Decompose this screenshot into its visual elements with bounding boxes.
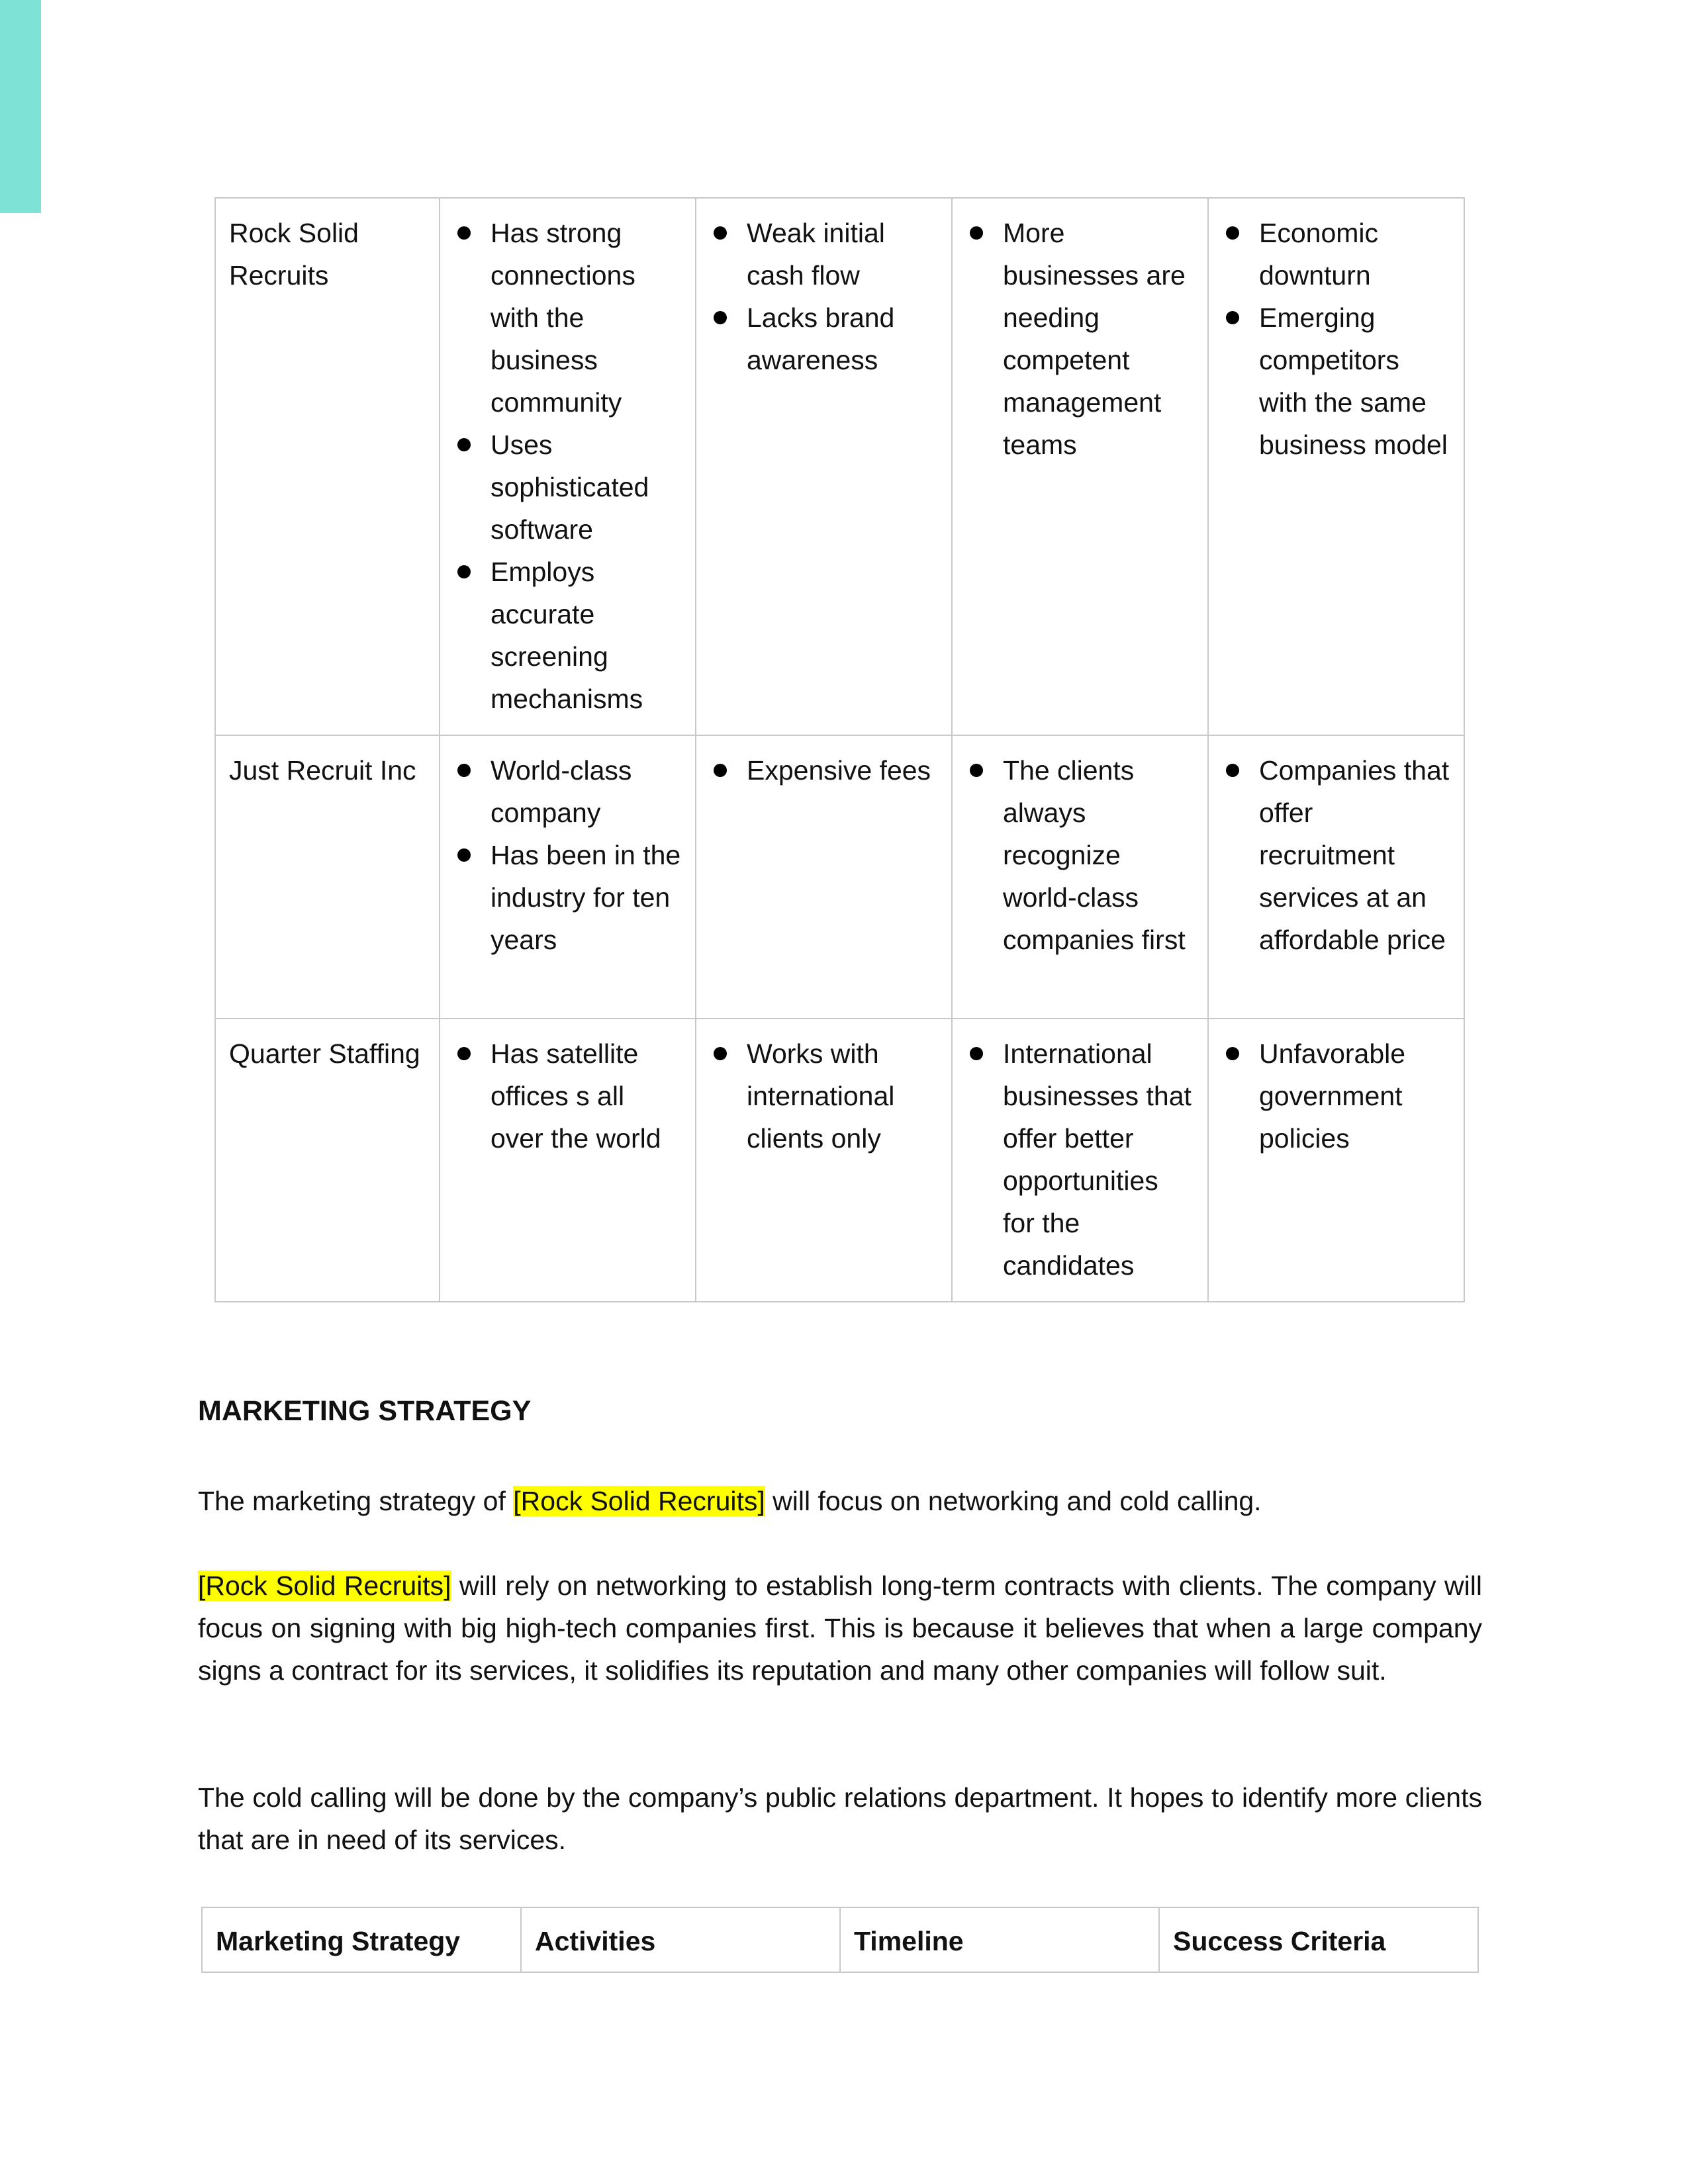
list-item: World-class company xyxy=(491,749,683,834)
column-header: Success Criteria xyxy=(1159,1907,1478,1972)
opportunities-cell xyxy=(952,735,1208,1019)
competitor-swot-table xyxy=(214,197,1465,1302)
table-row xyxy=(215,198,1464,735)
paragraph-text: will rely on networking to establish long-term contracts with clients. The company will focus on signing with big high-tech companies first. This is because it believes that when a large company signs a contract for its services, it solidifies its reputation and many other companies will follow suit. xyxy=(198,1570,1482,1686)
list-item: More businesses are needing competent management teams xyxy=(1003,212,1196,466)
opportunities-cell xyxy=(952,1019,1208,1302)
accent-bar xyxy=(0,0,41,213)
list-item: Employs accurate screening mechanisms xyxy=(491,551,683,720)
list-item: Works with international clients only xyxy=(747,1032,939,1160)
list-item: Uses sophisticated software xyxy=(491,424,683,551)
threats-cell xyxy=(1208,1019,1464,1302)
company-name: Quarter Staffing xyxy=(215,1019,440,1302)
list-item: The clients always recognize world-class companies first xyxy=(1003,749,1196,961)
company-name: Rock Solid Recruits xyxy=(215,198,440,735)
body-paragraph: The cold calling will be done by the company’s public relations department. It hopes to identify more clients that are in need of its services. xyxy=(198,1782,1482,1855)
list-item: Weak initial cash flow xyxy=(747,212,939,296)
highlighted-placeholder: [Rock Solid Recruits] xyxy=(198,1570,451,1601)
section-heading: MARKETING STRATEGY xyxy=(198,1395,532,1427)
body-paragraph xyxy=(198,1565,1482,1692)
weaknesses-cell xyxy=(696,1019,952,1302)
highlighted-placeholder: [Rock Solid Recruits] xyxy=(513,1486,765,1516)
list-item: Has been in the industry for ten years xyxy=(491,834,683,961)
threats-cell xyxy=(1208,735,1464,1019)
marketing-strategy-table xyxy=(201,1907,1479,1973)
body-paragraph xyxy=(198,1480,1482,1522)
list-item: Has strong connections with the business community xyxy=(491,212,683,424)
weaknesses-cell xyxy=(696,735,952,1019)
table-row xyxy=(215,735,1464,1019)
table-row xyxy=(215,1019,1464,1302)
threats-cell xyxy=(1208,198,1464,735)
strengths-cell xyxy=(440,735,696,1019)
column-header: Activities xyxy=(521,1907,840,1972)
table-header-row xyxy=(202,1907,1478,1972)
list-item: Companies that offer recruitment services at an affordable price xyxy=(1259,749,1452,961)
opportunities-cell xyxy=(952,198,1208,735)
column-header: Timeline xyxy=(840,1907,1159,1972)
company-name: Just Recruit Inc xyxy=(215,735,440,1019)
column-header: Marketing Strategy xyxy=(202,1907,521,1972)
list-item: International businesses that offer better opportunities for the candidates xyxy=(1003,1032,1196,1287)
list-item: Emerging competitors with the same business model xyxy=(1259,296,1452,466)
list-item: Unfavorable government policies xyxy=(1259,1032,1452,1160)
paragraph-text: The marketing strategy of xyxy=(198,1486,514,1516)
list-item: Economic downturn xyxy=(1259,212,1452,296)
list-item: Expensive fees xyxy=(747,749,939,792)
paragraph-text: will focus on networking and cold calling. xyxy=(765,1486,1262,1516)
list-item: Has satellite offices s all over the world xyxy=(491,1032,683,1160)
list-item: Lacks brand awareness xyxy=(747,296,939,381)
weaknesses-cell xyxy=(696,198,952,735)
strengths-cell xyxy=(440,198,696,735)
strengths-cell xyxy=(440,1019,696,1302)
